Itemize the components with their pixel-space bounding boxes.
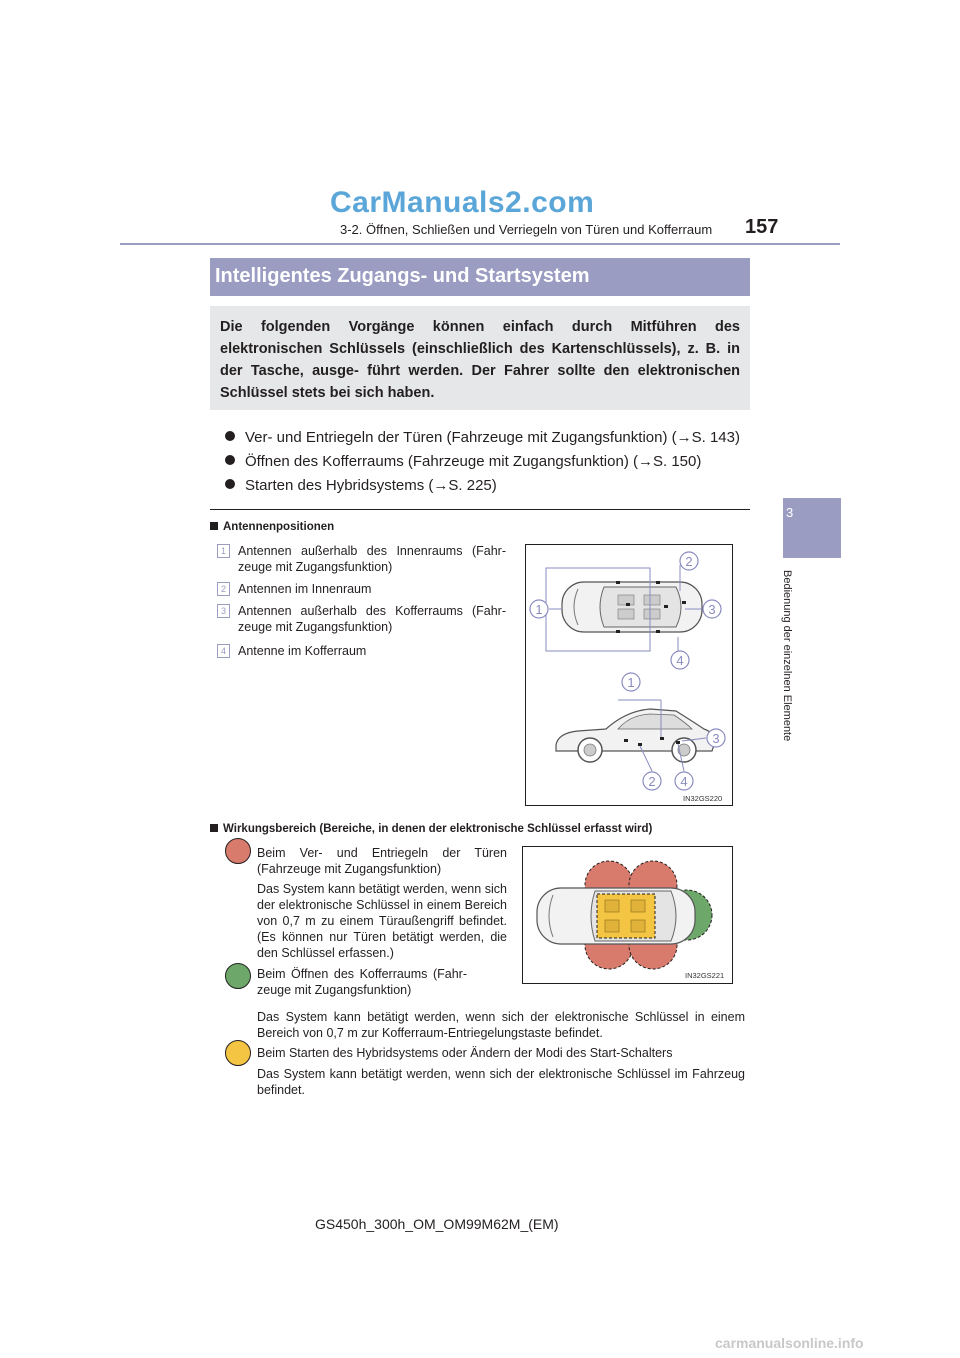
- red-zone-icon: [225, 838, 251, 864]
- range-figure: [522, 846, 733, 984]
- range-diagram: [523, 847, 732, 983]
- antenna-figure: [525, 544, 733, 806]
- bullet-item: Starten des Hybridsystems (→S. 225): [225, 476, 497, 496]
- intro-text: Die folgenden Vorgänge können einfach durch Mitführen des elektronischen Schlüssels (einschließlich des Kartenschlüssels), z. B. in der Tasche, ausge- führt werden. Der Fahrer sollte den elektronischen Schlüssel stets bei sich haben.: [220, 319, 740, 401]
- range-item-title: Beim Ver- und Entriegeln der Türen (Fahrzeuge mit Zugangsfunktion): [257, 846, 507, 876]
- antenna-diagram: [526, 545, 732, 805]
- section-divider: [210, 509, 750, 510]
- antenna-heading: Antennenpositionen: [210, 521, 334, 533]
- callout-label: 1: [627, 675, 635, 690]
- callout-label: 1: [535, 602, 543, 617]
- bullet-dot-icon: [225, 455, 235, 465]
- watermark-logo: CarManuals2.com: [330, 186, 595, 219]
- page-title: Intelligentes Zugangs- und Startsystem: [215, 265, 590, 287]
- bullet-item: Öffnen des Kofferraums (Fahrzeuge mit Zugangsfunktion) (→S. 150): [225, 452, 701, 472]
- callout-label: 4: [680, 774, 688, 789]
- range-heading: Wirkungsbereich (Bereiche, in denen der elektronische Schlüssel erfasst wird): [210, 823, 652, 835]
- watermark-bottom: carmanualsonline.info: [715, 1335, 864, 1351]
- range-item-title: Beim Starten des Hybridsystems oder Ändern der Modi des Start-Schalters: [257, 1046, 673, 1060]
- header-rule: [120, 243, 840, 245]
- bullet-dot-icon: [225, 431, 235, 441]
- callout-label: 4: [676, 653, 684, 668]
- number-badge: 1: [217, 544, 230, 558]
- range-item-title: Beim Öffnen des Kofferraums (Fahr- zeuge mit Zugangsfunktion): [257, 967, 467, 997]
- antenna-item-text: Antennen im Innenraum: [238, 582, 372, 596]
- chapter-title: Bedienung der einzelnen Elemente: [781, 570, 793, 742]
- square-bullet-icon: [210, 824, 218, 832]
- callout-label: 2: [685, 554, 693, 569]
- chapter-number: 3: [786, 505, 794, 520]
- range-item-desc: Das System kann betätigt werden, wenn sich der elektronische Schlüssel im Fahrzeug befindet.: [257, 1067, 745, 1097]
- car-top-view-icon: [546, 568, 702, 651]
- footer-code: GS450h_300h_OM_OM99M62M_(EM): [315, 1216, 559, 1232]
- range-item-desc: Das System kann betätigt werden, wenn sich der elektronische Schlüssel in einem Bereich von 0,7 m zu einem Türaußengriff befindet. (Es können nur Türen betätigt werden, die den Schlüssel erfassen.): [257, 882, 507, 960]
- number-badge: 3: [217, 604, 230, 618]
- green-zone-icon: [225, 963, 251, 989]
- number-badge: 2: [217, 582, 230, 596]
- page-number: 157: [745, 216, 779, 238]
- figure-code: IN32GS220: [683, 794, 723, 803]
- number-badge: 4: [217, 644, 230, 658]
- figure-code: IN32GS221: [685, 971, 725, 980]
- antenna-item-text: Antennen außerhalb des Kofferraums (Fahr- zeuge mit Zugangsfunktion): [238, 604, 506, 634]
- callout-label: 3: [712, 731, 720, 746]
- callout-label: 3: [708, 602, 716, 617]
- car-side-view-icon: [556, 709, 714, 762]
- callout-label: 2: [648, 774, 656, 789]
- bullet-dot-icon: [225, 479, 235, 489]
- square-bullet-icon: [210, 522, 218, 530]
- bullet-item: Ver- und Entriegeln der Türen (Fahrzeuge mit Zugangsfunktion) (→S. 143): [225, 428, 740, 448]
- range-item-desc: Das System kann betätigt werden, wenn sich der elektronische Schlüssel in einem Bereich von 0,7 m zur Kofferraum-Entriegelungstaste befindet.: [257, 1010, 745, 1040]
- antenna-item-text: Antenne im Kofferraum: [238, 644, 367, 658]
- section-title: 3-2. Öffnen, Schließen und Verriegeln von Türen und Kofferraum: [340, 222, 713, 237]
- antenna-item-text: Antennen außerhalb des Innenraums (Fahr- zeuge mit Zugangsfunktion): [238, 544, 506, 574]
- yellow-zone-icon: [225, 1040, 251, 1066]
